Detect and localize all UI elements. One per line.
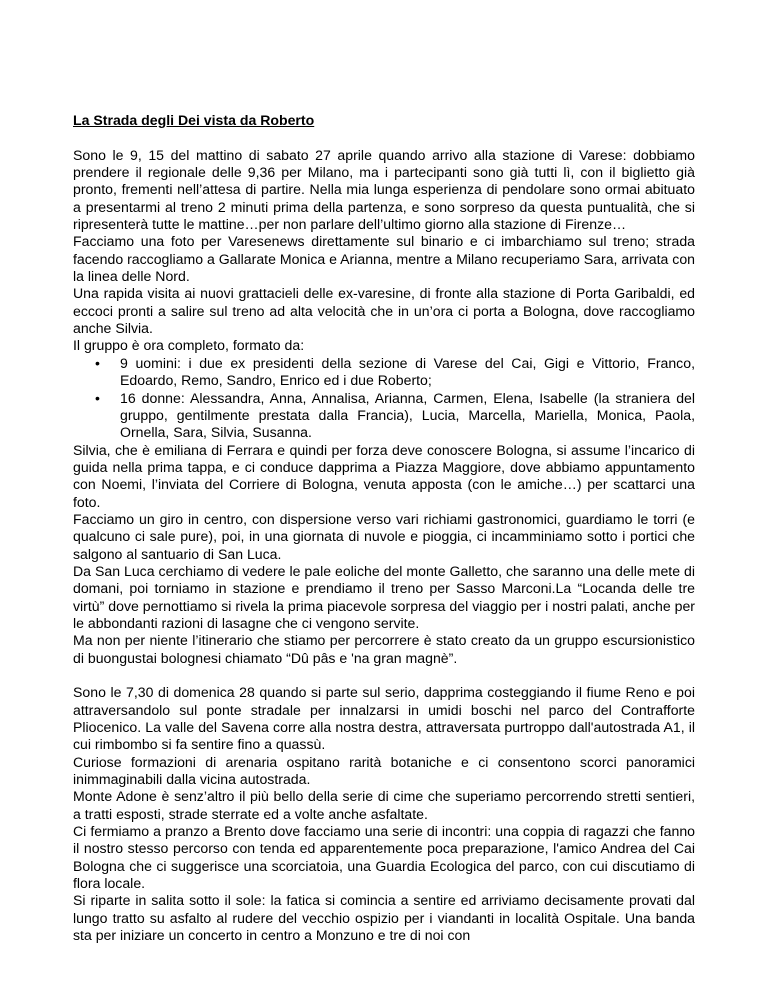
paragraph-gap <box>73 667 695 684</box>
paragraph-silvia: Silvia, che è emiliana di Ferrara e quindi per forza deve conoscere Bologna, si assume l’incarico di guida nella prima tappa, e ci conduce dapprima a Piazza Maggiore, dove abbiamo appuntamento con Noemi, l’inviata del Corriere di Bologna, venuta apposta (con le amiche…) per scattarci una foto. <box>73 441 695 510</box>
paragraph-group-intro: Il gruppo è ora completo, formato da: <box>73 337 305 354</box>
bullet-icon: • <box>95 354 100 371</box>
paragraph-arenaria: Curiose formazioni di arenaria ospitano rarità botaniche e ci consentono scorci panoramici inimmaginabili dalla vicina autostrada. <box>73 753 695 788</box>
list-item-men <box>95 354 695 390</box>
list-item-text: 16 donne: Alessandra, Anna, Annalisa, Arianna, Carmen, Elena, Isabelle (la straniera del gruppo, gentilmente prestata dalla Francia), Lucia, Marcella, Mariella, Monica, Paola, Ornella, Sara, Silvia, Susanna. <box>120 389 695 441</box>
paragraph-brento: Ci fermiamo a pranzo a Brento dove facciamo una serie di incontri: una coppia di ragazzi che fanno il nostro stesso percorso con tenda ed apparentemente poca preparazione, l'amico Andrea del Cai Bologna che ci suggerisce una scorciatoia, una Guardia Ecologica del parco, con cui discutiamo di flora locale. <box>73 823 695 892</box>
paragraph-milan: Una rapida visita ai nuovi grattacieli delle ex-varesine, di fronte alla stazione di Porta Garibaldi, ed eccoci pronti a salire sul treno ad alta velocità che in un’ora ci porta a Bologna, dove raccogliamo anche Silvia. <box>73 285 695 337</box>
list-item-text: 9 uomini: i due ex presidenti della sezione di Varese del Cai, Gigi e Vittorio, Franco, Edoardo, Remo, Sandro, Enrico ed i due Roberto; <box>120 354 695 389</box>
list-item-women <box>95 389 695 442</box>
document-title: La Strada degli Dei vista da Roberto <box>73 112 315 128</box>
bullet-icon: • <box>95 389 100 406</box>
paragraph-arrival: Sono le 9, 15 del mattino di sabato 27 aprile quando arrivo alla stazione di Varese: dobbiamo prendere il regionale delle 9,36 per Milano, ma i partecipanti sono già tutti lì, con il biglietto già pronto, frementi nell’attesa di partire. Nella mia lunga esperienza di pendolare sono ormai abituato a presentarmi al treno 2 minuti prima della partenza, e sono sorpreso da questa puntualità, che si ripresenterà tutte le mattine…per non parlare dell’ultimo giorno alla stazione di Firenze… <box>73 146 695 233</box>
paragraph-centro: Facciamo un giro in centro, con dispersione verso vari richiami gastronomici, guardiamo le torri (e qualcuno ci sale pure), poi, in una giornata di nuvole e pioggia, ci incamminiamo sotto i portici che salgono al santuario di San Luca. <box>73 510 695 562</box>
group-list <box>73 355 695 442</box>
paragraph-monte-adone: Monte Adone è senz’altro il più bello della serie di cime che superiamo percorrendo stretti sentieri, a tratti esposti, strade sterrate ed a volte anche asfaltate. <box>73 788 695 822</box>
paragraph-itinerary: Ma non per niente l’itinerario che stiamo per percorrere è stato creato da un gruppo escursionistico di buongustai bolognesi chiamato “Dû pâs e 'na gran magnè”. <box>73 632 695 666</box>
paragraph-ospitale: Si riparte in salita sotto il sole: la fatica si comincia a sentire ed arriviamo decisamente provati dal lungo tratto su asfalto al rudere del vecchio ospizio per i viandanti in località Ospitale. Una banda sta per iniziare un concerto in centro a Monzuno e tre di noi con <box>73 892 695 944</box>
paragraph-sunday: Sono le 7,30 di domenica 28 quando si parte sul serio, dapprima costeggiando il fiume Reno e poi attraversandolo sul ponte stradale per innalzarsi in umidi boschi nel parco del Contrafforte Pliocenico. La valle del Savena corre alla nostra destra, attraversata purtroppo dall'autostrada A1, il cui rimbombo si fa sentire fino a quassù. <box>73 684 695 753</box>
paragraph-san-luca: Da San Luca cerchiamo di vedere le pale eoliche del monte Galletto, che saranno una delle mete di domani, poi torniamo in stazione e prendiamo il treno per Sasso Marconi.La “Locanda delle tre virtù” dove pernottiamo si rivela la prima piacevole sorpresa del viaggio per i nostri palati, anche per le abbondanti razioni di lasagne che ci vengono servite. <box>73 562 695 631</box>
paragraph-photo: Facciamo una foto per Varesenews direttamente sul binario e ci imbarchiamo sul treno; strada facendo raccogliamo a Gallarate Monica e Arianna, mentre a Milano recuperiamo Sara, arrivata con la linea delle Nord. <box>73 233 696 285</box>
